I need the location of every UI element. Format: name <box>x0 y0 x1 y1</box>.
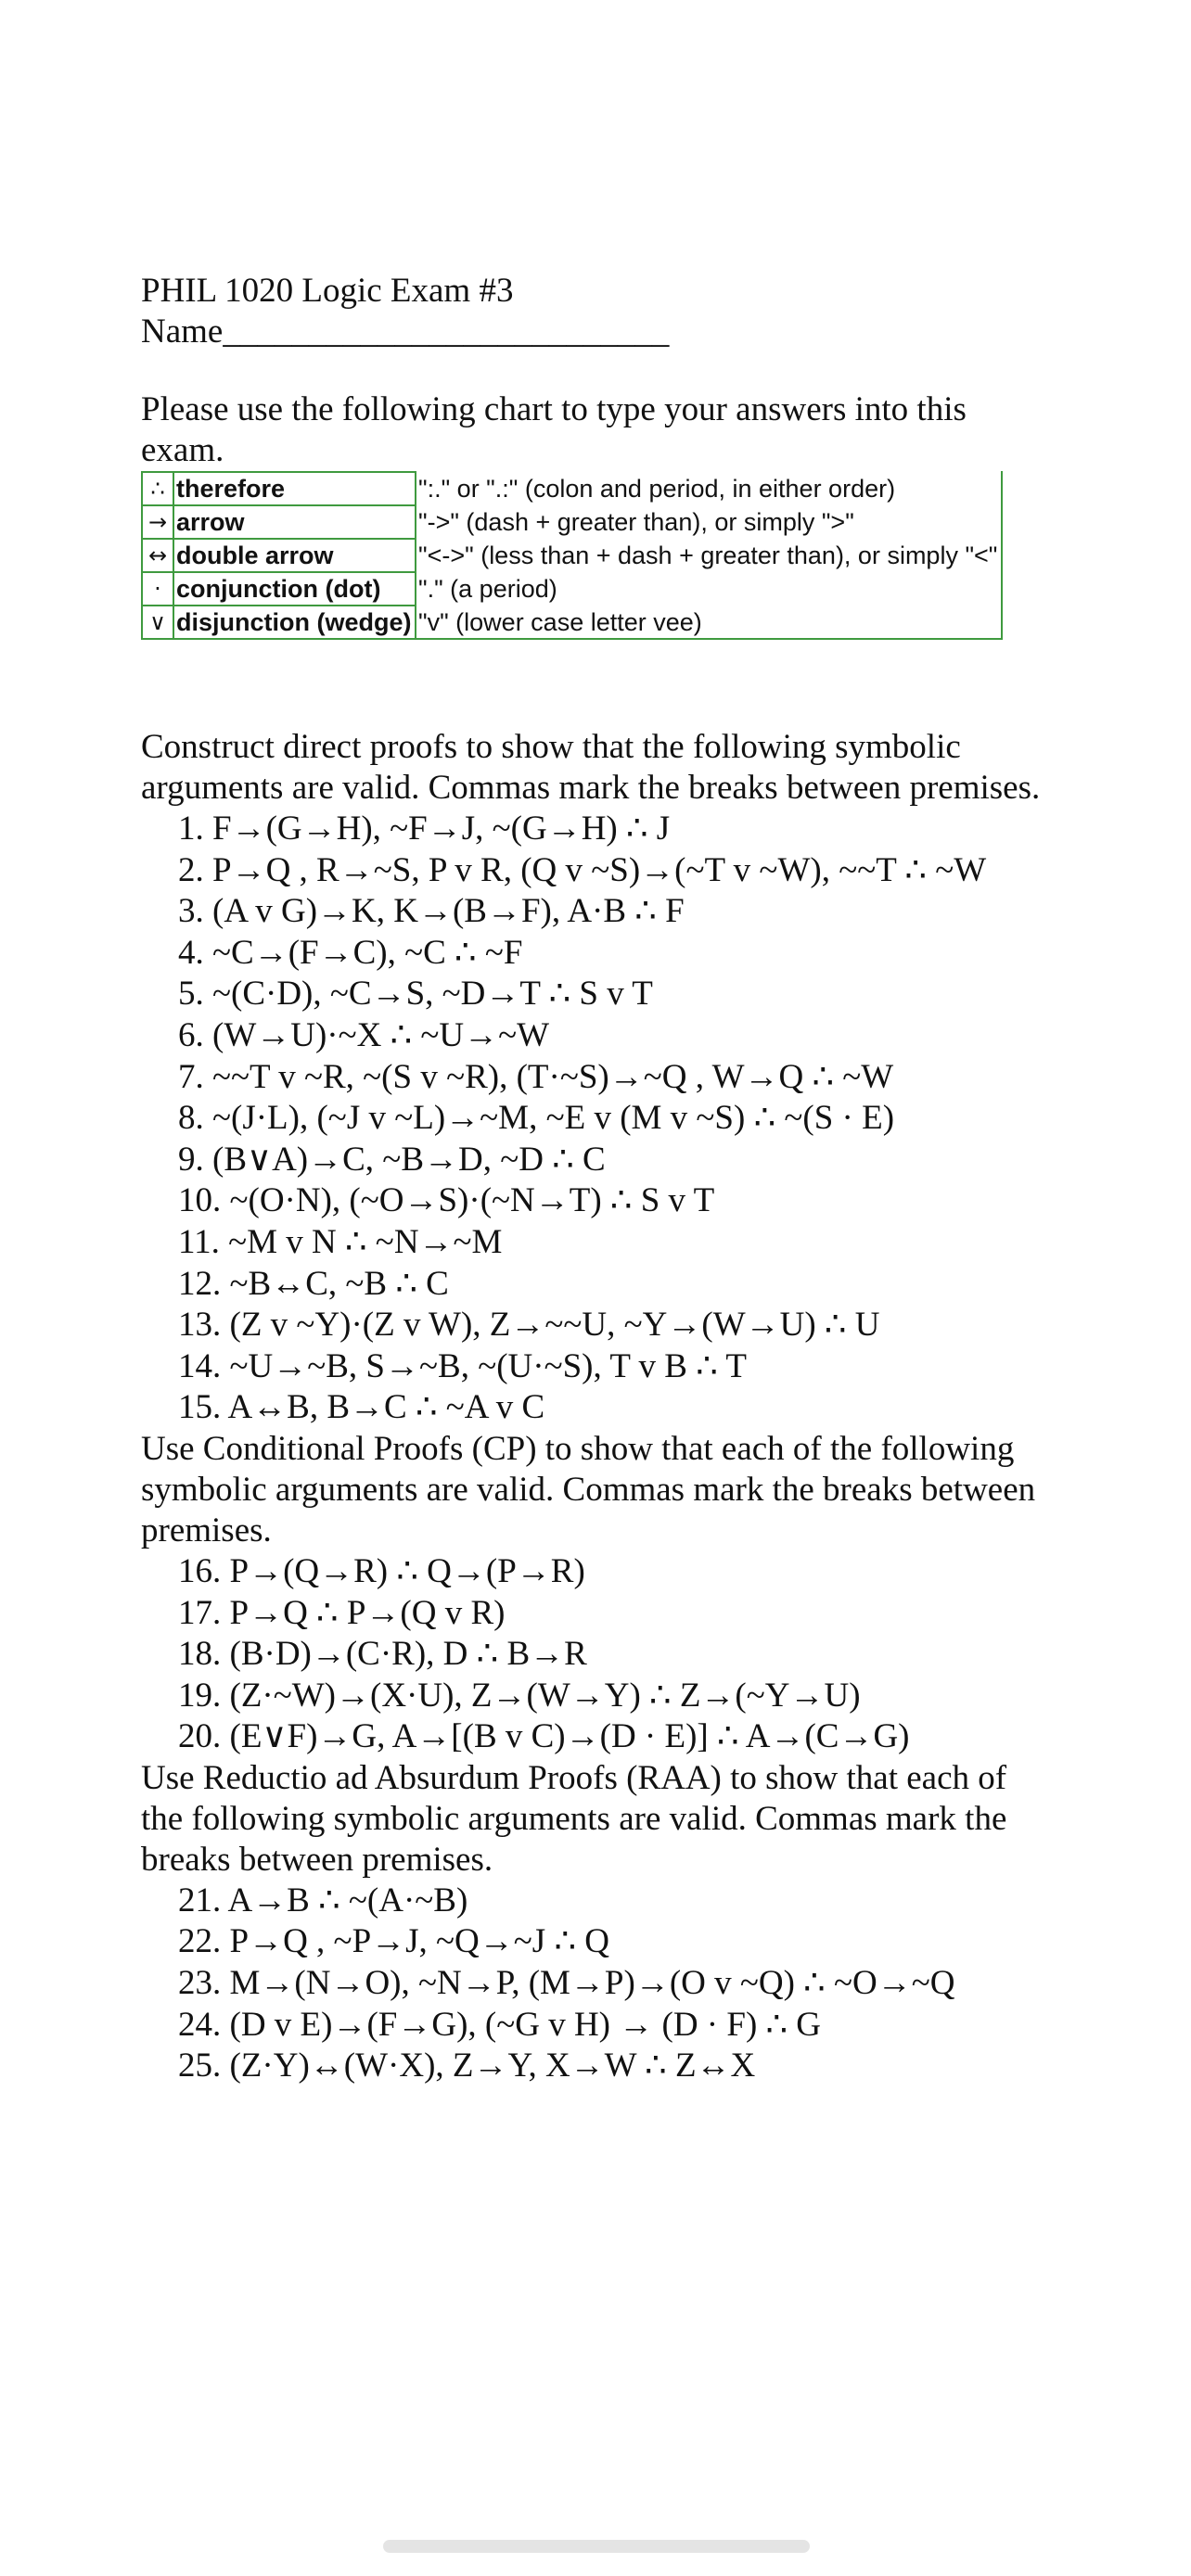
arrow-symbol: → <box>142 505 173 539</box>
double-arrow-symbol: ↔ <box>142 539 173 572</box>
direct-proofs-section <box>141 727 1050 1429</box>
problem-item: 20. (E∨F)→G, A→[(B v C)→(D · E)] ∴ A→(C→G) <box>178 1717 910 1756</box>
problem-item: 3. (A v G)→K, K→(B→F), A·B ∴ F <box>178 892 685 931</box>
chart-symbol-desc: "v" (lower case letter vee) <box>416 606 1002 639</box>
problem-item: 25. (Z·Y)↔(W·X), Z→Y, X→W ∴ Z↔X <box>178 2047 756 2085</box>
chart-row <box>142 606 1002 639</box>
problem-item: 8. ~(J·L), (~J v ~L)→~M, ~E v (M v ~S) ∴ ~(S · E) <box>178 1099 895 1138</box>
dot-symbol: · <box>142 572 173 606</box>
problem-item: 4. ~C→(F→C), ~C ∴ ~F <box>178 933 523 972</box>
problem-item: 6. (W→U)·~X ∴ ~U→~W <box>178 1015 550 1054</box>
problem-item: 11. ~M v N ∴ ~N→~M <box>178 1222 503 1261</box>
intro-instructions: Please use the following chart to type your answers into this exam. <box>141 390 967 469</box>
problem-item: 10. ~(O·N), (~O→S)·(~N→T) ∴ S v T <box>178 1181 715 1220</box>
chart-symbol-name: disjunction (wedge) <box>173 606 416 639</box>
therefore-symbol: ∴ <box>142 472 173 505</box>
chart-symbol-desc: "->" (dash + greater than), or simply ">" <box>416 505 1002 539</box>
problem-item: 1. F→(G→H), ~F→J, ~(G→H) ∴ J <box>178 810 671 848</box>
problem-item: 12. ~B↔C, ~B ∴ C <box>178 1264 449 1303</box>
chart-symbol-name: conjunction (dot) <box>173 572 416 606</box>
section-instruction: Use Conditional Proofs (CP) to show that each of the following symbolic arguments are valid. Commas mark the breaks between premises. <box>141 1429 1036 1549</box>
conditional-proofs-section <box>141 1429 1050 1758</box>
problem-item: 5. ~(C·D), ~C→S, ~D→T ∴ S v T <box>178 975 653 1014</box>
symbol-chart <box>141 471 1003 640</box>
exam-title: PHIL 1020 Logic Exam #3 <box>141 272 514 310</box>
chart-row <box>142 505 1002 539</box>
problem-item: 23. M→(N→O), ~N→P, (M→P)→(O v ~Q) ∴ ~O→~Q <box>178 1964 955 2003</box>
problem-item: 13. (Z v ~Y)·(Z v W), Z→~~U, ~Y→(W→U) ∴ U <box>178 1306 880 1345</box>
chart-symbol-name: arrow <box>173 505 416 539</box>
problem-item: 18. (B·D)→(C·R), D ∴ B→R <box>178 1635 587 1674</box>
chart-symbol-desc: "." (a period) <box>416 572 1002 606</box>
problem-item: 9. (B∨A)→C, ~B→D, ~D ∴ C <box>178 1140 606 1179</box>
home-indicator[interactable] <box>383 2540 810 2553</box>
chart-row <box>142 539 1002 572</box>
problem-item: 22. P→Q , ~P→J, ~Q→~J ∴ Q <box>178 1922 609 1961</box>
chart-symbol-desc: ":." or ".:" (colon and period, in either order) <box>416 472 1002 505</box>
chart-symbol-name: therefore <box>173 472 416 505</box>
problem-list <box>141 1551 1050 1758</box>
problem-item: 19. (Z·~W)→(X·U), Z→(W→Y) ∴ Z→(~Y→U) <box>178 1676 861 1715</box>
wedge-symbol: ∨ <box>142 606 173 639</box>
problem-item: 24. (D v E)→(F→G), (~G v H) → (D · F) ∴ G <box>178 2005 822 2044</box>
chart-row <box>142 572 1002 606</box>
section-instruction: Use Reductio ad Absurdum Proofs (RAA) to show that each of the following symbolic arguments are valid. Commas mark the breaks between premises. <box>141 1758 1007 1879</box>
problem-item: 14. ~U→~B, S→~B, ~(U·~S), T v B ∴ T <box>178 1346 747 1385</box>
chart-row <box>142 472 1002 505</box>
problem-item: 16. P→(Q→R) ∴ Q→(P→R) <box>178 1551 585 1590</box>
chart-symbol-name: double arrow <box>173 539 416 572</box>
exam-document <box>141 271 1050 2087</box>
chart-symbol-desc: "<->" (less than + dash + greater than), or simply "<" <box>416 539 1002 572</box>
section-instruction: Construct direct proofs to show that the following symbolic arguments are valid. Commas mark the breaks between premises. <box>141 728 1041 807</box>
problem-list <box>141 1881 1050 2087</box>
problem-item: 17. P→Q ∴ P→(Q v R) <box>178 1593 506 1632</box>
problem-item: 7. ~~T v ~R, ~(S v ~R), (T·~S)→~Q , W→Q ∴ ~W <box>178 1057 894 1096</box>
problem-item: 15. A↔B, B→C ∴ ~A v C <box>178 1388 545 1427</box>
problem-item: 2. P→Q , R→~S, P v R, (Q v ~S)→(~T v ~W), ~~T ∴ ~W <box>178 850 987 889</box>
problem-item: 21. A→B ∴ ~(A·~B) <box>178 1881 468 1919</box>
name-field-line: Name__________________________ <box>141 312 670 351</box>
problem-list <box>141 809 1050 1429</box>
reductio-proofs-section <box>141 1758 1050 2087</box>
